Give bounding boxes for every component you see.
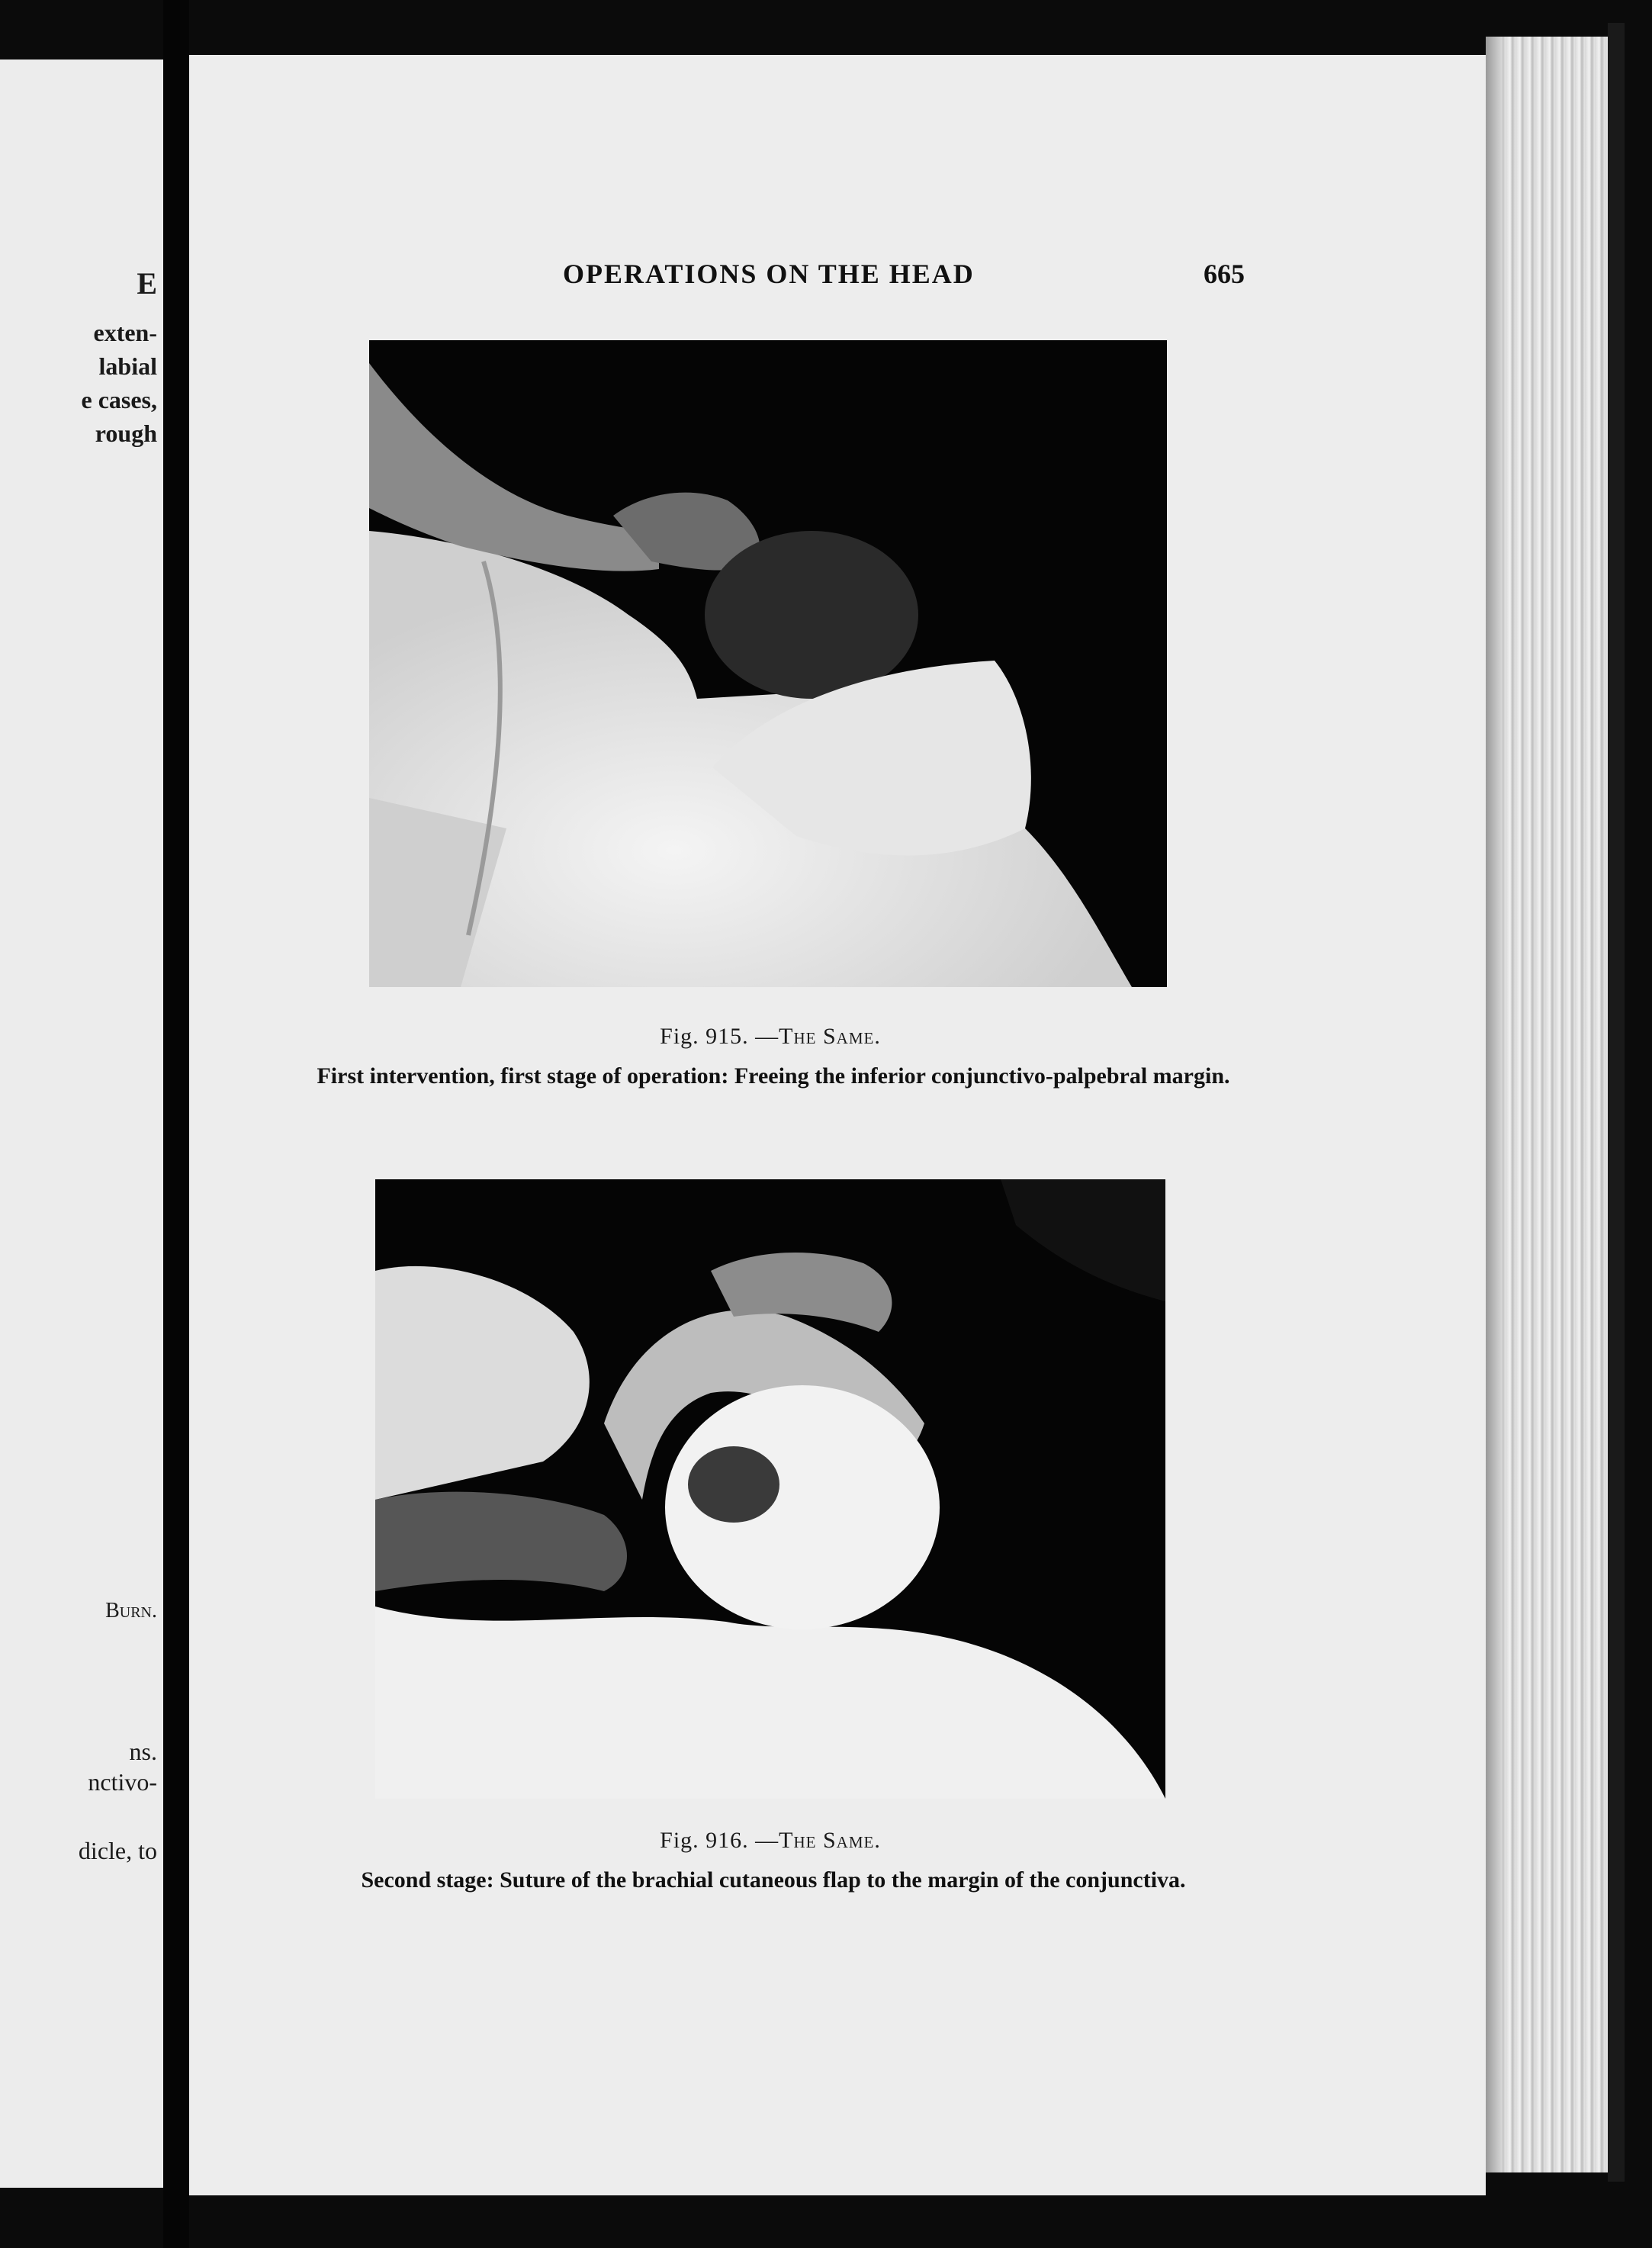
figure-916-photo [375, 1179, 1165, 1799]
left-page [0, 59, 163, 2188]
figure-915-photo [369, 340, 1167, 987]
cover-edge [1608, 23, 1625, 2182]
page-edges [1486, 37, 1608, 2172]
left-page-fragment: exten- [93, 319, 157, 346]
figure-915-label [641, 1024, 900, 1050]
left-page-fragment: E [137, 266, 157, 301]
running-head: OPERATIONS ON THE HEAD [563, 259, 975, 289]
left-page-fragment: dicle, to [78, 1837, 157, 1864]
left-page-fragment: Burn. [105, 1599, 157, 1622]
book-gutter [163, 0, 189, 2248]
left-page-fragment: labial [98, 352, 157, 380]
figure-915-title: —The Same. [755, 1024, 881, 1049]
left-page-fragment: e cases, [81, 386, 157, 413]
figure-916-caption: Second stage: Suture of the brachial cutaneous flap to the margin of the conjunctiva. [361, 1867, 1186, 1893]
figure-915-caption: First intervention, first stage of operation: Freeing the inferior conjunctivo-palpebral margin. [317, 1063, 1230, 1089]
page-number: 665 [1204, 259, 1245, 289]
left-page-fragment: nctivo- [88, 1768, 157, 1796]
figure-916-label [641, 1828, 900, 1854]
left-page-fragment: rough [95, 420, 157, 447]
figure-915-number: Fig. 915. [660, 1024, 749, 1049]
figure-916-title: —The Same. [755, 1828, 881, 1853]
left-page-fragment: ns. [129, 1738, 157, 1765]
figure-916-number: Fig. 916. [660, 1828, 749, 1853]
